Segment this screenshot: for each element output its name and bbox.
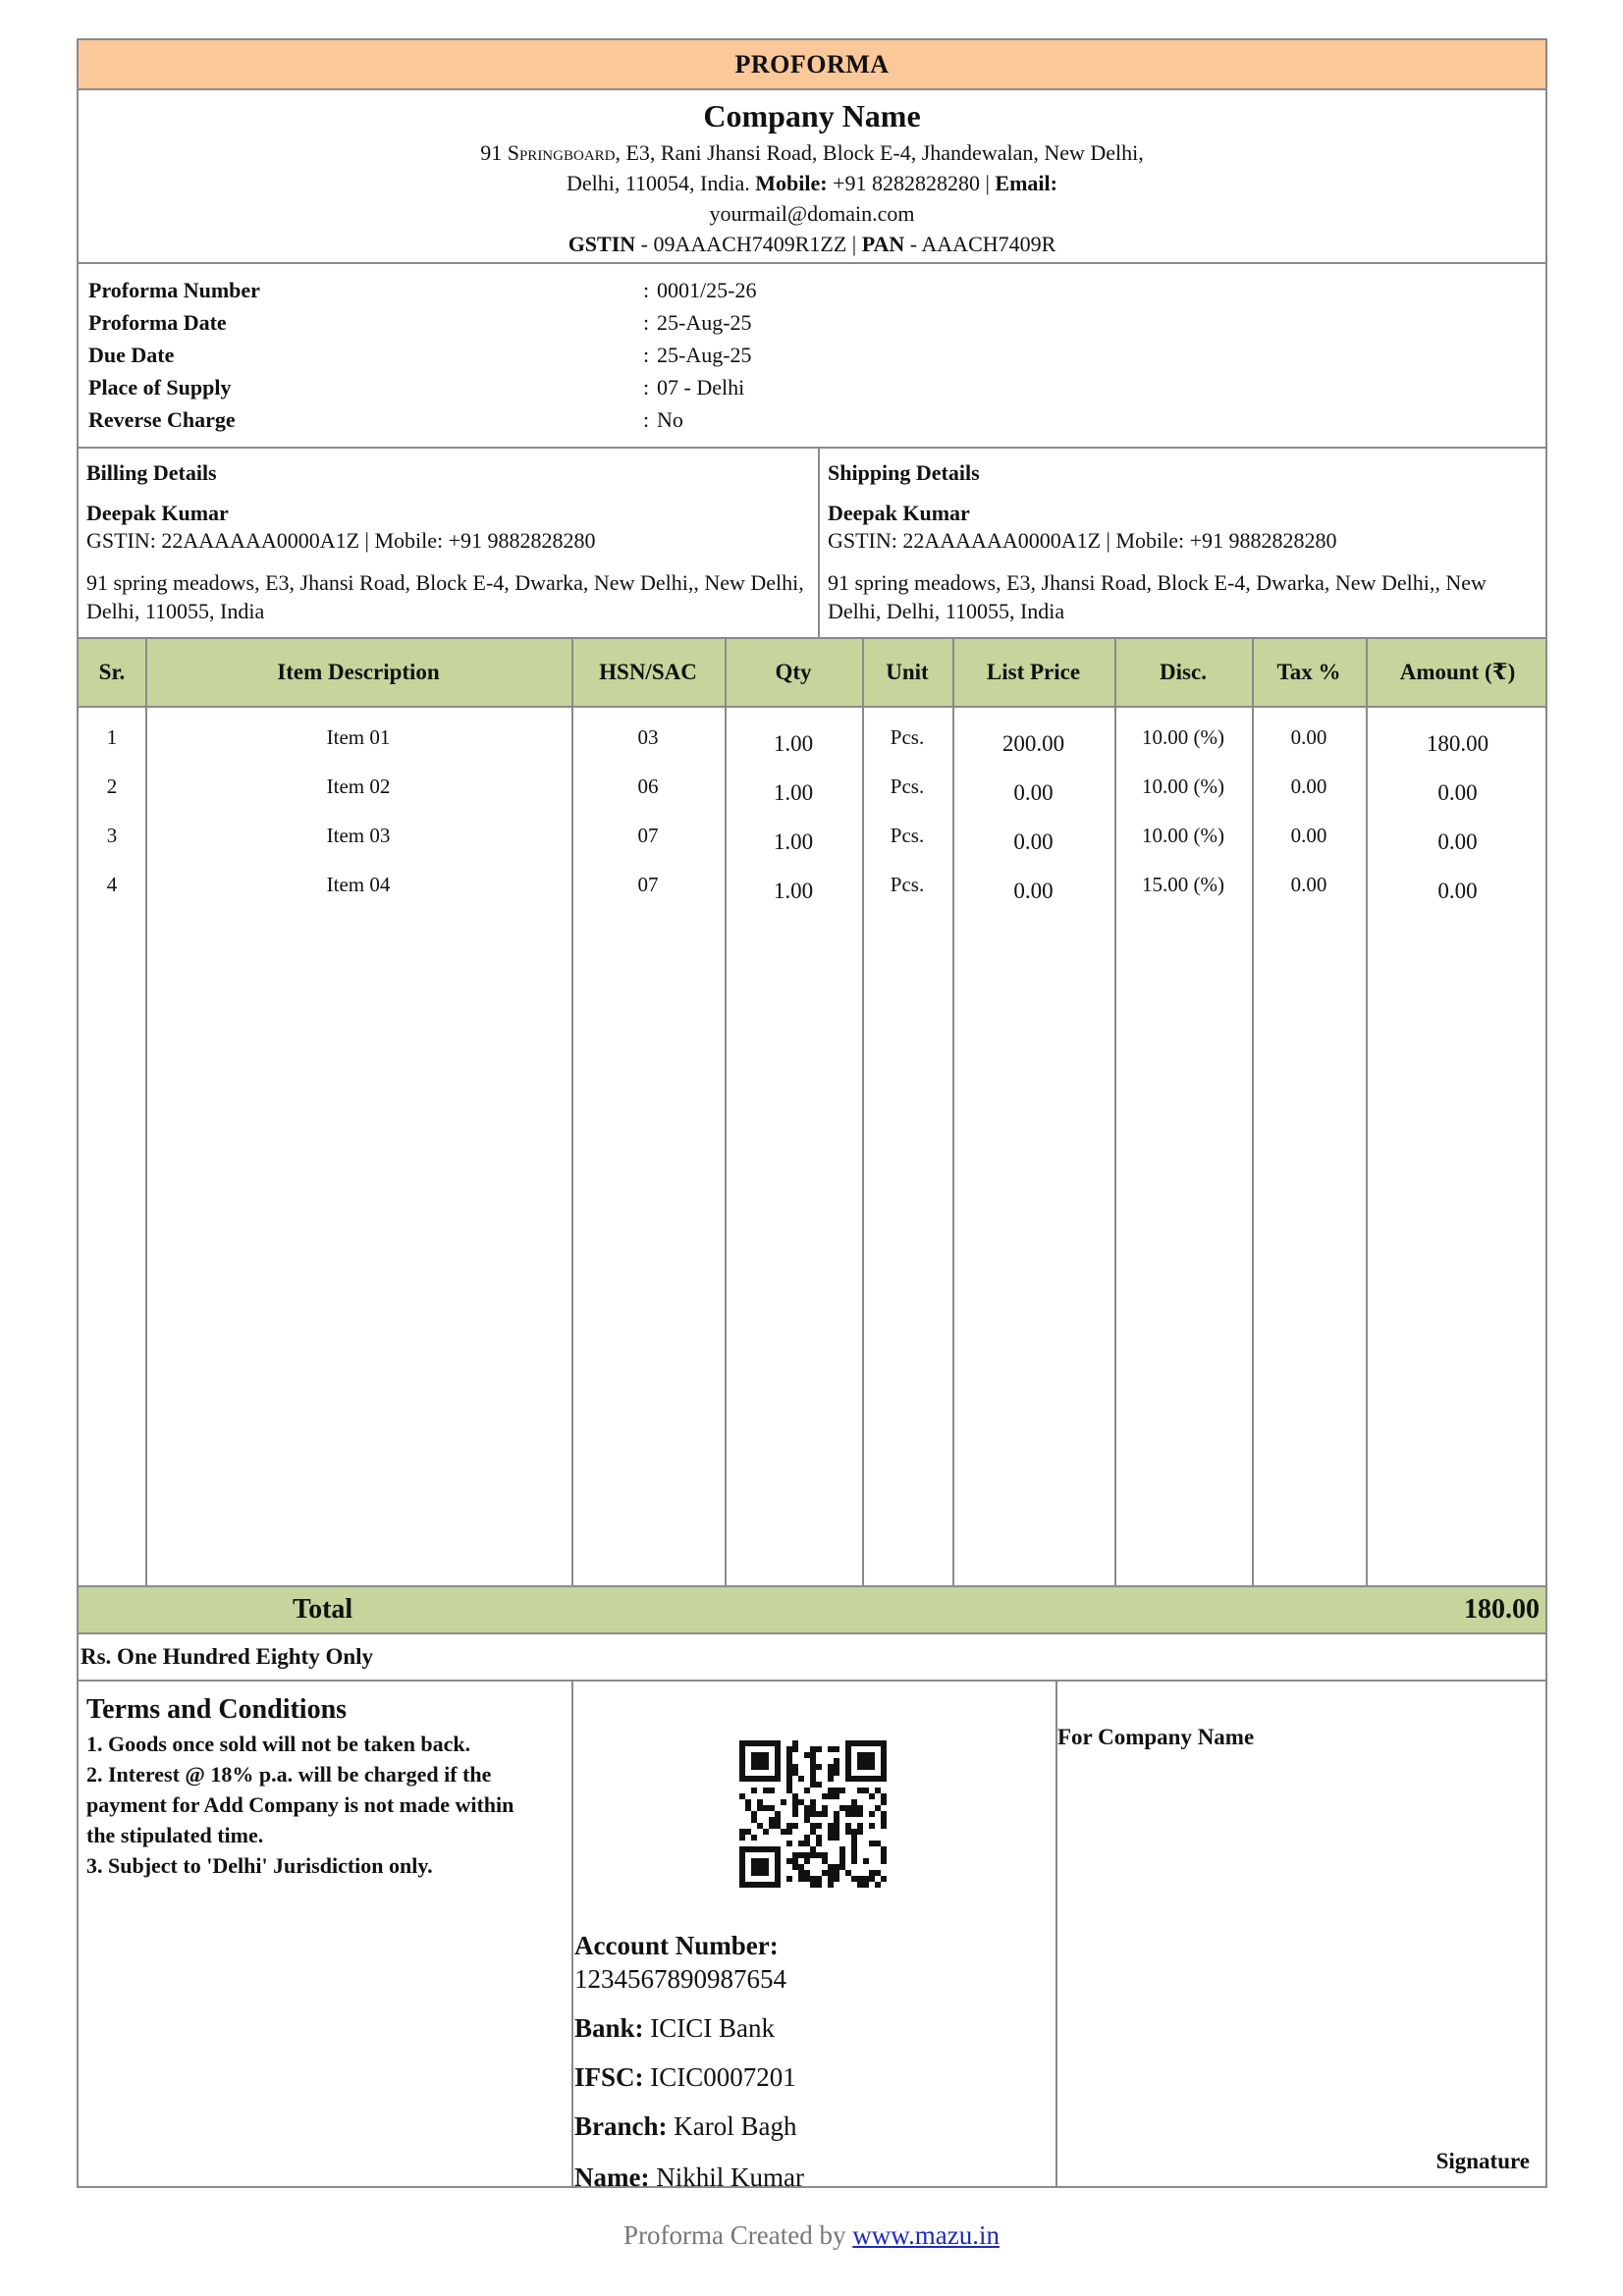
shipping-heading: Shipping Details <box>828 460 980 485</box>
meta-label: Reverse Charge <box>88 407 236 432</box>
meta-colon: : <box>643 343 650 367</box>
cell-list-price: 200.00 <box>1001 731 1065 756</box>
billing-details <box>79 449 818 637</box>
cell-sr: 4 <box>106 873 118 896</box>
header-list-price: List Price <box>986 660 1081 684</box>
cell-list-price: 0.00 <box>1013 829 1054 854</box>
cell-description: Item 04 <box>326 873 391 896</box>
ifsc-code: ICIC0007201 <box>650 2062 796 2092</box>
signature-label: Signature <box>1435 2149 1530 2173</box>
cell-amount: 0.00 <box>1437 829 1478 854</box>
cell-unit: Pcs. <box>890 824 925 847</box>
meta-label: Proforma Date <box>88 310 227 335</box>
account-holder: Nikhil Kumar <box>656 2163 804 2192</box>
cell-disc: 10.00 (%) <box>1142 824 1224 847</box>
items-table-header <box>79 639 1545 706</box>
cell-hsn: 03 <box>637 725 659 749</box>
cell-unit: Pcs. <box>890 873 925 896</box>
cell-sr: 3 <box>106 824 118 847</box>
footer-credit: Proforma Created by www.mazu.in <box>623 2220 1000 2250</box>
cell-hsn: 07 <box>637 873 659 896</box>
amount-in-words: Rs. One Hundred Eighty Only <box>81 1644 374 1669</box>
header-description: Item Description <box>277 660 440 684</box>
terms-item: 1. Goods once sold will not be taken back. <box>86 1732 471 1756</box>
payment-qr-code <box>739 1740 887 1888</box>
total-value: 180.00 <box>1464 1594 1540 1625</box>
terms-heading: Terms and Conditions <box>86 1694 348 1725</box>
total-label: Total <box>293 1594 353 1625</box>
company-header <box>79 90 1545 262</box>
cell-qty: 1.00 <box>773 829 814 854</box>
cell-tax: 0.00 <box>1290 725 1327 749</box>
branch-name: Karol Bagh <box>674 2111 797 2141</box>
billing-heading: Billing Details <box>86 460 217 485</box>
footer-link[interactable]: www.mazu.in <box>852 2220 1000 2250</box>
meta-colon: : <box>643 278 650 302</box>
footer-section <box>79 1682 1545 2192</box>
cell-disc: 10.00 (%) <box>1142 774 1224 798</box>
meta-row <box>88 371 756 403</box>
header-sr: Sr. <box>98 660 126 684</box>
company-address: 91 Springboard, E3, Rani Jhansi Road, Block E-4, Jhandewalan, New Delhi, Delhi, 110054, India. Mobile: +91 8282828280 | Email: yourmail@domain.com <box>480 140 1144 226</box>
account-number: 1234567890987654 <box>574 1964 786 1994</box>
terms-item: 3. Subject to 'Delhi' Jurisdiction only. <box>86 1853 433 1878</box>
terms-item: 2. Interest @ 18% p.a. will be charged if the payment for Add Company is not made within the stipulated time. <box>86 1762 514 1847</box>
cell-tax: 0.00 <box>1290 774 1327 798</box>
cell-qty: 1.00 <box>773 780 814 805</box>
header-hsn: HSN/SAC <box>599 660 697 684</box>
header-qty: Qty <box>775 660 812 684</box>
cell-qty: 1.00 <box>773 731 814 756</box>
cell-description: Item 01 <box>326 725 391 749</box>
header-amount: Amount (₹) <box>1399 660 1516 684</box>
meta-label: Place of Supply <box>88 375 232 400</box>
meta-value: 0001/25-26 <box>657 278 757 302</box>
bank-label: Bank: <box>574 2013 644 2043</box>
company-tax-ids: GSTIN - 09AAACH7409R1ZZ | PAN - AAACH7409R <box>568 232 1056 256</box>
cell-hsn: 06 <box>637 774 659 798</box>
branch-label: Branch: <box>574 2111 668 2141</box>
cell-amount: 180.00 <box>1426 731 1489 756</box>
cell-list-price: 0.00 <box>1013 780 1054 805</box>
holder-label: Name: <box>574 2163 650 2192</box>
cell-sr: 2 <box>106 774 118 798</box>
meta-row <box>88 306 756 339</box>
cell-sr: 1 <box>106 725 118 749</box>
document-title: PROFORMA <box>79 40 1545 88</box>
meta-label: Proforma Number <box>88 278 260 302</box>
billing-gstin: GSTIN: 22AAAAAA0000A1Z | Mobile: +91 9882828280 <box>86 528 596 553</box>
terms-and-conditions <box>86 1691 548 1881</box>
meta-colon: : <box>643 375 650 400</box>
meta-value: No <box>657 407 683 432</box>
party-details <box>79 449 1545 637</box>
total-row <box>79 1587 1545 1632</box>
company-name: Company Name <box>703 98 921 133</box>
meta-row <box>88 339 756 371</box>
cell-unit: Pcs. <box>890 774 925 798</box>
shipping-gstin: GSTIN: 22AAAAAA0000A1Z | Mobile: +91 9882828280 <box>828 528 1337 553</box>
cell-qty: 1.00 <box>773 879 814 903</box>
ifsc-label: IFSC: <box>574 2062 644 2092</box>
billing-name: Deepak Kumar <box>86 501 229 525</box>
meta-value: 25-Aug-25 <box>657 310 752 335</box>
cell-description: Item 02 <box>326 774 391 798</box>
cell-description: Item 03 <box>326 824 391 847</box>
shipping-address: 91 spring meadows, E3, Jhansi Road, Block E-4, Dwarka, New Delhi,, New Delhi, Delhi, 110055, India <box>828 570 1487 623</box>
proforma-meta <box>79 264 1545 447</box>
header-unit: Unit <box>886 660 929 684</box>
for-company-label: For Company Name <box>1057 1725 1255 1749</box>
bank-details <box>574 1682 1055 2192</box>
meta-colon: : <box>643 407 650 432</box>
shipping-name: Deepak Kumar <box>828 501 970 525</box>
cell-amount: 0.00 <box>1437 780 1478 805</box>
meta-row <box>88 274 756 306</box>
header-disc: Disc. <box>1160 660 1207 684</box>
cell-tax: 0.00 <box>1290 873 1327 896</box>
items-table <box>79 639 1545 1585</box>
header-tax: Tax % <box>1276 660 1341 684</box>
meta-row <box>88 403 756 436</box>
meta-label: Due Date <box>88 343 175 367</box>
meta-value: 25-Aug-25 <box>657 343 752 367</box>
meta-colon: : <box>643 310 650 335</box>
signature-block <box>1057 1682 1545 2188</box>
cell-hsn: 07 <box>637 824 659 847</box>
cell-amount: 0.00 <box>1437 879 1478 903</box>
shipping-details <box>820 449 1545 637</box>
meta-table <box>88 274 756 436</box>
meta-value: 07 - Delhi <box>657 375 745 400</box>
billing-address: 91 spring meadows, E3, Jhansi Road, Block E-4, Dwarka, New Delhi,, New Delhi, Delhi, 110055, India <box>86 570 804 623</box>
bank-name: ICICI Bank <box>650 2013 776 2043</box>
cell-tax: 0.00 <box>1290 824 1327 847</box>
cell-unit: Pcs. <box>890 725 925 749</box>
account-label: Account Number: <box>574 1931 779 1960</box>
proforma-document <box>77 38 1547 2192</box>
cell-disc: 15.00 (%) <box>1142 873 1224 896</box>
cell-disc: 10.00 (%) <box>1142 725 1224 749</box>
cell-list-price: 0.00 <box>1013 879 1054 903</box>
